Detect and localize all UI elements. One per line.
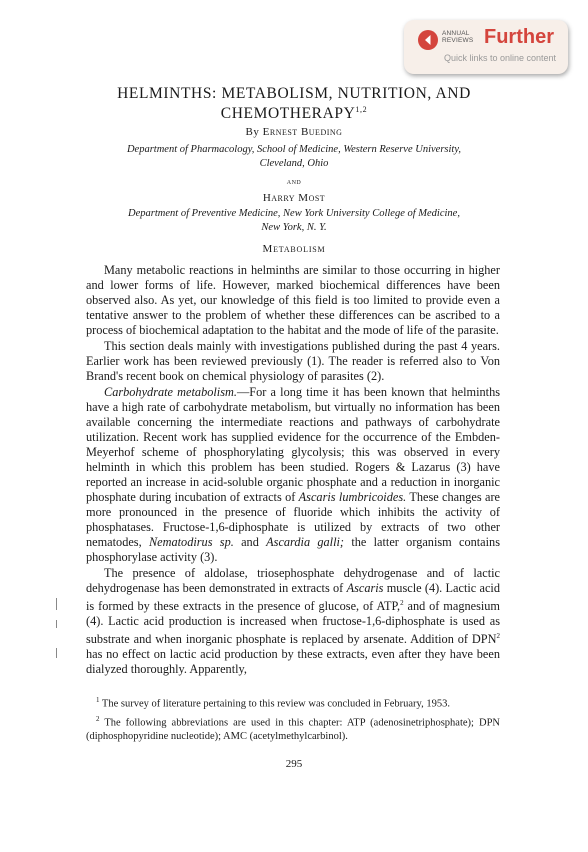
margin-mark (56, 648, 57, 658)
badge-brand-text: ANNUAL REVIEWS (442, 30, 474, 44)
section-heading: Metabolism (262, 243, 326, 255)
footnote: $^1$ The survey of literature pertaining to this review was concluded in February, 1953. (96, 696, 450, 710)
author-1: By Ernest Bueding (245, 126, 343, 138)
page-number: 295 (285, 758, 303, 770)
paragraph: Carbohydrate metabolism.—For a long time it has been known that helminths have a high rate of carbohydrate metabolism, but virtually no information has been available concerning the intermediate reactions and pathways of carbohydrate utilization. Recent work has supplied evidence for the occurrence of the Embden-Meyerhof scheme of phosphorylating glycolysis; this was observed in every helminth in which this problem has been studied. Rogers & Lazarus (3) have reported an increase in acid-soluble organic phosphate and a reduction in inorganic phosphate during incubation of extracts of Ascaris lumbricoides. These changes are more pronounced in the presence of fluoride which inhibits the activity of phosphatases. Fructose-1,6-diphosphate is utilized by extracts of two other nematodes, Nematodirus sp. and Ascardia galli; the latter organism contains phosphorylase activity (3). (86, 385, 501, 564)
author-2: Harry Most (262, 192, 326, 204)
and-separator: and (286, 176, 302, 186)
article-title: HELMINTHS: METABOLISM, NUTRITION, AND CHEMOTHERAPY$^{1,2}$ (117, 85, 471, 123)
paragraph: Many metabolic reactions in helminths are similar to those occurring in higher and lower forms of life. However, marked biochemical differences have been observed also. As yet, our knowledge of this field is too limited to provide even a tentative answer to the problem of whether these differences can be ascribed to a process of biochemical adaptation to the habitat and the mode of life of the parasite. (86, 263, 500, 337)
body-text (86, 263, 500, 677)
margin-mark (56, 620, 57, 628)
footnote: $^2$ The following abbreviations are used in this chapter: ATP (adenosinetriphosphate); DPN (diphosphopyridine nucleotide); AMC (acetylmethylcarbinol). (86, 715, 500, 742)
badge-subtitle: Quick links to online content (444, 53, 557, 63)
badge-further-label: Further (484, 26, 554, 48)
play-arrow-icon (418, 30, 438, 50)
paragraph: The presence of aldolase, triosephosphate dehydrogenase and of lactic dehydrogenase has been demonstrated in extracts of Ascaris muscle (4). Lactic acid is formed by these extracts in the presence of glucose, of ATP,$^2$ and of magnesium (4). Lactic acid production is increased when fructose-1,6-diphosphate is used as substrate and when inorganic phosphate is replaced by arsenate. Addition of DPN$^2$ has no effect on lactic acid production by these extracts, even after they have been dialyzed thoroughly. Apparently, (86, 566, 500, 677)
affiliation-2: Department of Preventive Medicine, New York University College of Medicine, New York, N. Y. (128, 208, 460, 233)
affiliation-1: Department of Pharmacology, School of Medicine, Western Reserve University, Cleveland, Ohio (126, 144, 462, 169)
footnotes (86, 694, 500, 746)
paragraph: This section deals mainly with investigations published during the past 4 years. Earlier work has been reviewed previously (1). The reader is referred also to Von Brand's recent book on chemical physiology of parasites (2). (86, 339, 500, 383)
annual-reviews-further-badge[interactable] (404, 20, 568, 74)
margin-mark (56, 598, 57, 610)
